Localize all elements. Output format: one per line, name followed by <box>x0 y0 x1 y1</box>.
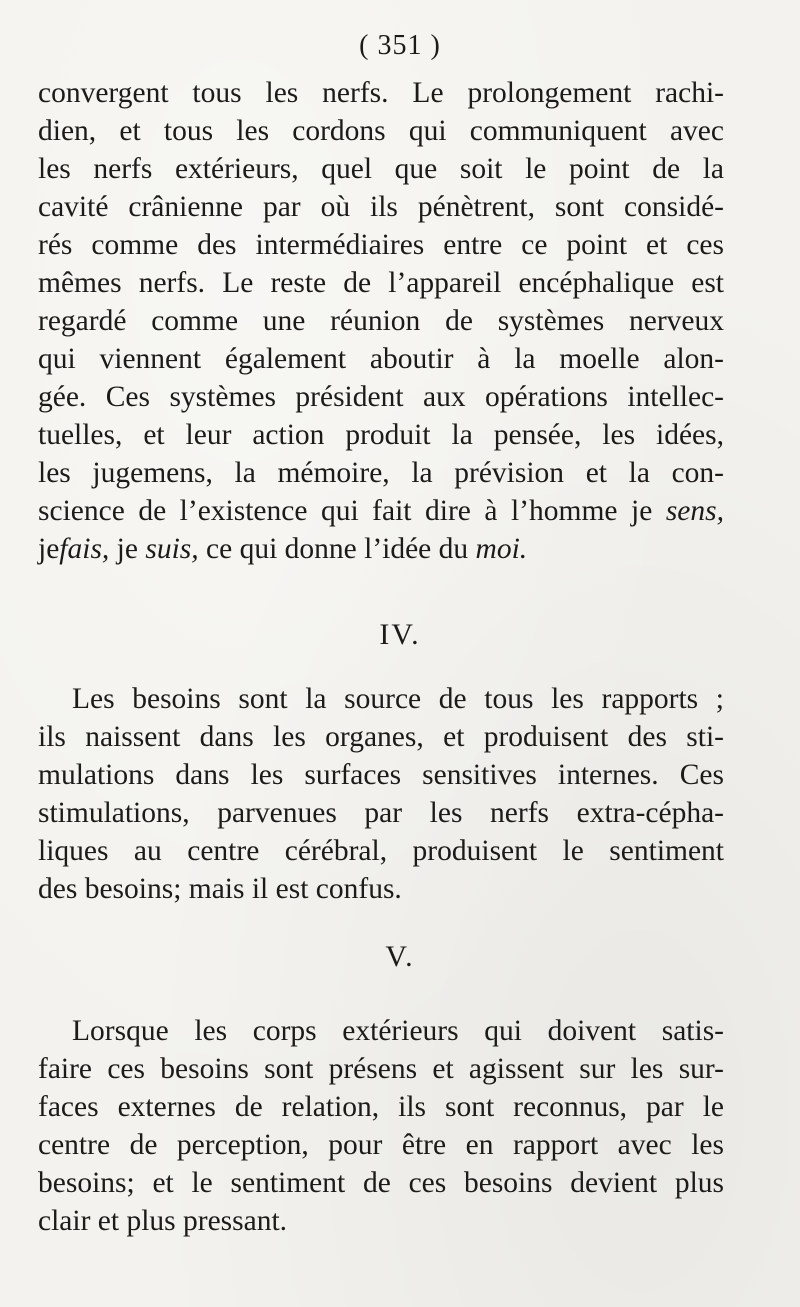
italic-word-suis: suis, <box>145 533 199 565</box>
text-line: liques au centre cérébral, produisent le sentiment <box>38 835 724 867</box>
text-span: je <box>38 533 60 565</box>
text-line: gée. Ces systèmes président aux opérations intellec- <box>38 381 724 413</box>
section-heading-v: V. <box>385 940 415 973</box>
text-line: faces externes de relation, ils sont reconnus, par le <box>38 1091 724 1123</box>
italic-word-moi: moi. <box>475 533 528 565</box>
text-line: Les besoins sont la source de tous les rapports ; <box>72 683 724 715</box>
text-line-with-italic <box>38 530 724 568</box>
text-line: clair et plus pressant. <box>38 1205 288 1237</box>
text-line: des besoins; mais il est confus. <box>38 873 402 905</box>
text-line: faire ces besoins sont présens et agissent sur les sur- <box>38 1053 724 1085</box>
text-line: convergent tous les nerfs. Le prolongement rachi- <box>38 77 724 109</box>
text-line: ils naissent dans les organes, et produisent des sti- <box>38 721 724 753</box>
text-span: science de l’existence qui fait dire à l’homme je <box>38 495 653 527</box>
section-heading-iv: IV. <box>379 618 421 651</box>
text-line: qui viennent également aboutir à la moelle alon- <box>38 343 724 375</box>
text-line: les nerfs extérieurs, quel que soit le point de la <box>38 153 724 185</box>
text-line: stimulations, parvenues par les nerfs extra-cépha- <box>38 797 724 829</box>
text-line: Lorsque les corps extérieurs qui doivent satis- <box>72 1015 724 1047</box>
text-line: les jugemens, la mémoire, la prévision et la con- <box>38 457 724 489</box>
text-line: dien, et tous les cordons qui communiquent avec <box>38 115 724 147</box>
text-line: mulations dans les surfaces sensitives internes. Ces <box>38 759 724 791</box>
text-line: mêmes nerfs. Le reste de l’appareil encéphalique est <box>38 267 724 299</box>
paragraph-continued <box>38 74 724 568</box>
text-line: tuelles, et leur action produit la pensée, les idées, <box>38 419 724 451</box>
text-span: ce qui donne l’idée du <box>206 533 469 565</box>
page-number: ( 351 ) <box>359 30 441 61</box>
text-span: je <box>116 533 138 565</box>
italic-word-sens: sens, <box>665 495 724 527</box>
text-line: regardé comme une réunion de systèmes nerveux <box>38 305 724 337</box>
italic-word-fais: fais, <box>59 533 110 565</box>
text-line: rés comme des intermédiaires entre ce point et ces <box>38 229 724 261</box>
text-line-with-italic <box>38 492 724 530</box>
text-line: cavité crânienne par où ils pénètrent, sont considé- <box>38 191 724 223</box>
paragraph-v <box>38 1012 724 1240</box>
text-line: centre de perception, pour être en rapport avec les <box>38 1129 724 1161</box>
text-line: besoins; et le sentiment de ces besoins devient plus <box>38 1167 724 1199</box>
paragraph-iv <box>38 680 724 908</box>
